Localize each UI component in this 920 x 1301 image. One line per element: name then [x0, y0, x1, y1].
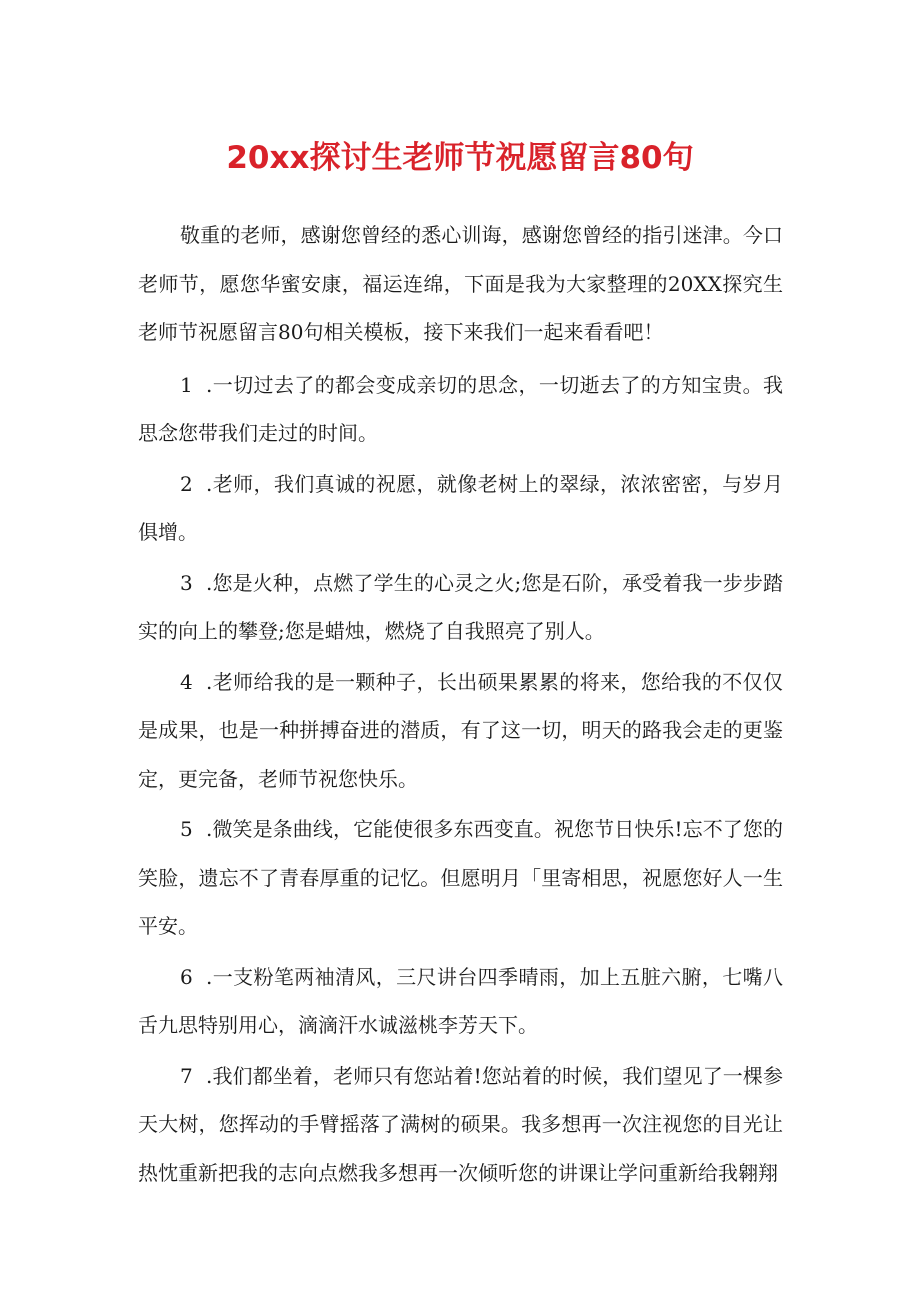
- list-item: [138, 361, 783, 458]
- list-item-text: .我们都坐着，老师只有您站着!您站着的时候，我们望见了一棵参天大树，您挥动的手臂摇落了满树的硕果。我多想再一次注视您的目光让热忱重新把我的志向点燃我多想再一次倾听您的讲课让学问重新给我翱翔: [138, 1063, 783, 1185]
- list-item-number: 4: [180, 669, 193, 694]
- document-title: 20xx探讨生老师节祝愿留言80句: [226, 140, 694, 176]
- list-item-text: .老师给我的是一颗种子，长出硕果累累的将来，您给我的不仅仅是成果，也是一种拼搏奋进的潜质，有了这一切，明天的路我会走的更鉴定，更完备，老师节祝您快乐。: [138, 669, 783, 791]
- document-body: [138, 211, 783, 1197]
- list-item-number: 1: [180, 372, 193, 397]
- list-item-number: 6: [180, 964, 193, 989]
- list-item: [138, 953, 783, 1050]
- list-item-number: 2: [180, 471, 193, 496]
- list-item: [138, 805, 783, 951]
- list-item: [138, 460, 783, 557]
- list-item-text: .老师，我们真诚的祝愿，就像老树上的翠绿，浓浓密密，与岁月俱增。: [138, 471, 783, 544]
- list-item-text: .一支粉笔两袖清风，三尺讲台四季晴雨，加上五脏六腑，七嘴八舌九思特别用心，滴滴汗水诚滋桃李芳天下。: [138, 964, 783, 1037]
- list-item-text: .您是火种，点燃了学生的心灵之火;您是石阶，承受着我一步步踏实的向上的攀登;您是蜡烛，燃烧了自我照亮了别人。: [138, 570, 783, 643]
- list-item-text: .一切过去了的都会变成亲切的思念，一切逝去了的方知宝贵。我思念您带我们走过的时间。: [138, 372, 783, 445]
- intro-paragraph: 敬重的老师，感谢您曾经的悉心训诲，感谢您曾经的指引迷津。今口老师节，愿您华蜜安康，福运连绵，下面是我为大家整理的20XX探究生老师节祝愿留言80句相关模板，接下来我们一起来看看吧！: [138, 223, 783, 344]
- list-item-text: .微笑是条曲线，它能使很多东西变直。祝您节日快乐!忘不了您的笑脸，遗忘不了青春厚重的记忆。但愿明月「里寄相思，祝愿您好人一生平安。: [138, 817, 783, 938]
- list-item: [138, 559, 783, 656]
- list-item-number: 7: [180, 1063, 193, 1088]
- list-item: [138, 1052, 783, 1198]
- list-item-number: 5: [180, 817, 193, 841]
- list-item-number: 3: [180, 570, 193, 595]
- list-item: [138, 658, 783, 804]
